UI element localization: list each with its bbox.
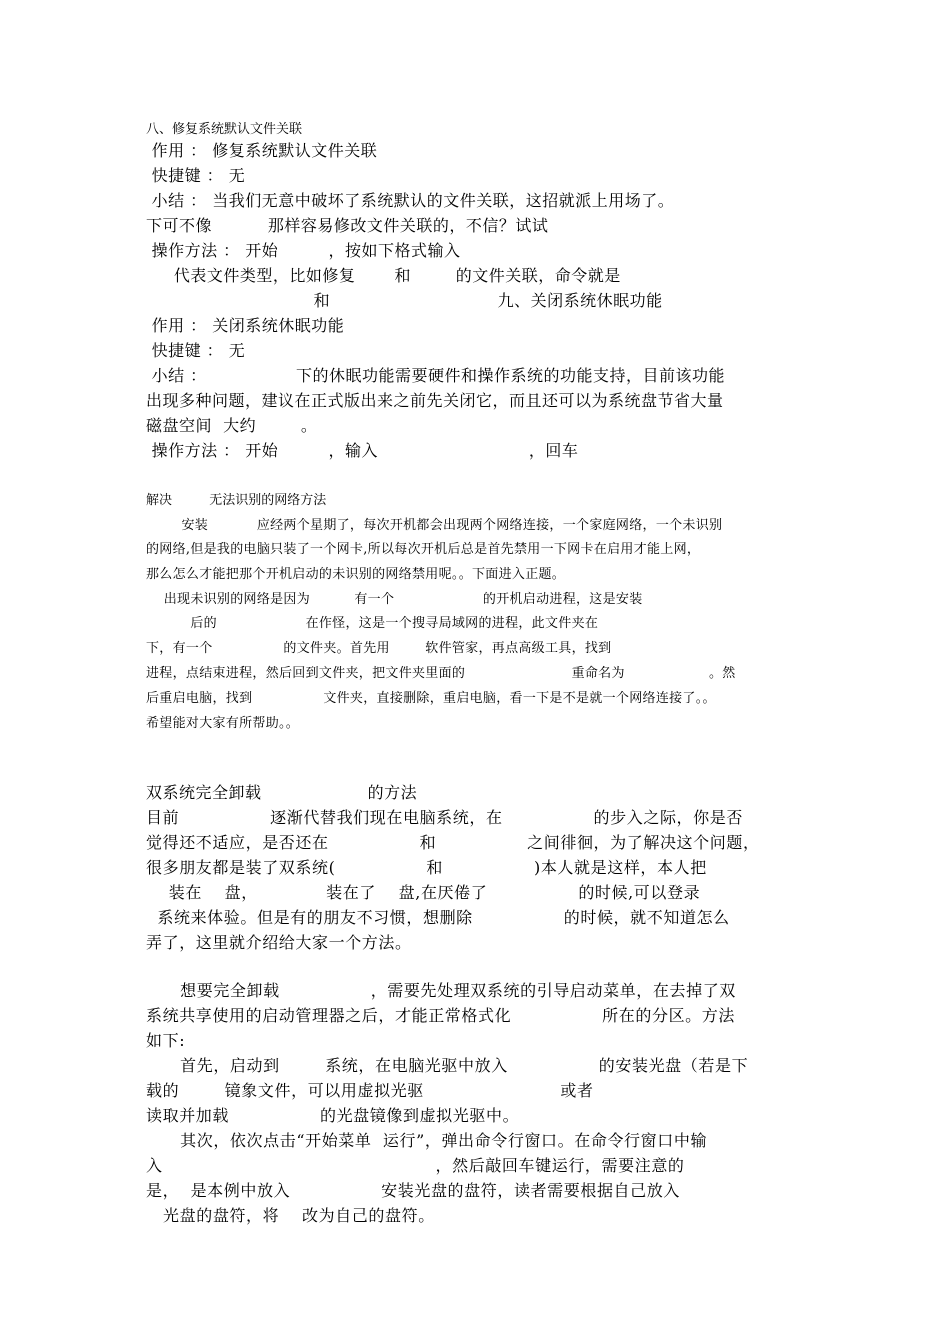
text-line: 下可不像 那样容易修改文件关联的，不信？试试 xyxy=(146,216,549,235)
text-line: 磁盘空间 大约 。 xyxy=(146,416,318,435)
text-line: 入 ，然后敲回车键运行，需要注意的 xyxy=(146,1156,685,1175)
text-line: 的网络,但是我的电脑只装了一个网卡,所以每次开机后总是首先禁用一下网卡在启用才能上网， xyxy=(146,542,701,557)
text-line: 出现多种问题，建议在正式版出来之前先关闭它，而且还可以为系统盘节省大量 xyxy=(146,391,724,410)
text-line: 其次，依次点击“开始菜单 运行”，弹出命令行窗口。在命令行窗口中输 xyxy=(146,1131,708,1150)
section-8-heading: 八、修复系统默认文件关联 xyxy=(146,122,303,137)
text-line: 代表文件类型，比如修复 和 的文件关联，命令就是 xyxy=(146,266,621,285)
text-line: 作用 ： 修复系统默认文件关联 xyxy=(146,141,378,160)
dual-system-heading: 双系统完全卸载 的方法 xyxy=(146,783,418,802)
text-line: 进程，点结束进程，然后回到文件夹，把文件夹里面的 重命名为 。然 xyxy=(146,666,736,681)
text-line: 首先，启动到 系统，在电脑光驱中放入 的安装光盘（若是下 xyxy=(146,1056,749,1075)
text-line: 安装 应经两个星期了，每次开机都会出现两个网络连接，一个家庭网络，一个未识别 xyxy=(146,518,723,533)
text-line: 那么怎么才能把那个开机启动的未识别的网络禁用呢。。下面进入正题。 xyxy=(146,567,566,582)
text-line: 作用 ： 关闭系统休眠功能 xyxy=(146,316,345,335)
text-line: 希望能对大家有所帮助。。 xyxy=(146,716,300,731)
text-line: 目前 逐渐代替我们现在电脑系统，在 的步入之际，你是否 xyxy=(146,808,743,827)
text-line: 光盘的盘符，将 改为自己的盘符。 xyxy=(146,1206,435,1225)
text-line: 装在 盘， 装在了 盘,在厌倦了 的时候,可以登录 xyxy=(146,883,701,902)
text-line: 出现未识别的网络是因为 有一个 的开机启动进程，这是安装 xyxy=(146,592,643,607)
text-line: 系统来体验。但是有的朋友不习惯，想删除 的时候，就不知道怎么 xyxy=(146,908,730,927)
text-line: 读取并加载 的光盘镜像到虚拟光驱中。 xyxy=(146,1106,520,1125)
text-line: 小结 ： 当我们无意中破坏了系统默认的文件关联，这招就派上用场了。 xyxy=(146,191,675,210)
text-line: 操作方法 ： 开始 ，输入 ，回车 xyxy=(146,441,579,460)
text-line: 想要完全卸载 ，需要先处理双系统的引导启动菜单，在去掉了双 xyxy=(146,981,736,1000)
text-line: 操作方法 ： 开始 ，按如下格式输入 xyxy=(146,241,461,260)
text-line: 系统共享使用的启动管理器之后，才能正常格式化 所在的分区。方法 xyxy=(146,1006,735,1025)
text-line: 觉得还不适应，是否还在 和 之间徘徊，为了解决这个问题， xyxy=(146,833,760,852)
text-line: 是， 是本例中放入 安装光盘的盘符，读者需要根据自己放入 xyxy=(146,1181,680,1200)
text-line: 下，有一个 的文件夹。首先用 软件管家，再点高级工具，找到 xyxy=(146,641,612,656)
text-line: 快捷键 ： 无 xyxy=(146,166,246,185)
text-line: 载的 镜象文件，可以用虚拟光驱 或者 xyxy=(146,1081,594,1100)
text-line: 很多朋友都是装了双系统( 和 )本人就是这样，本人把 xyxy=(146,858,707,877)
text-line: 如下: xyxy=(146,1031,186,1050)
text-line: 弄了，这里就介绍给大家一个方法。 xyxy=(146,933,412,952)
text-line: 后重启电脑，找到 文件夹，直接删除，重启电脑，看一下是不是就一个网络连接了。。 xyxy=(146,691,716,706)
text-line: 和 九、关闭系统休眠功能 xyxy=(146,291,663,310)
text-line: 快捷键 ： 无 xyxy=(146,341,246,360)
text-line: 后的 在作怪，这是一个搜寻局域网的进程，此文件夹在 xyxy=(146,616,599,631)
text-line: 小结 ： 下的休眠功能需要硬件和操作系统的功能支持，目前该功能 xyxy=(146,366,726,385)
network-section-heading: 解决 无法识别的网络方法 xyxy=(146,493,327,508)
